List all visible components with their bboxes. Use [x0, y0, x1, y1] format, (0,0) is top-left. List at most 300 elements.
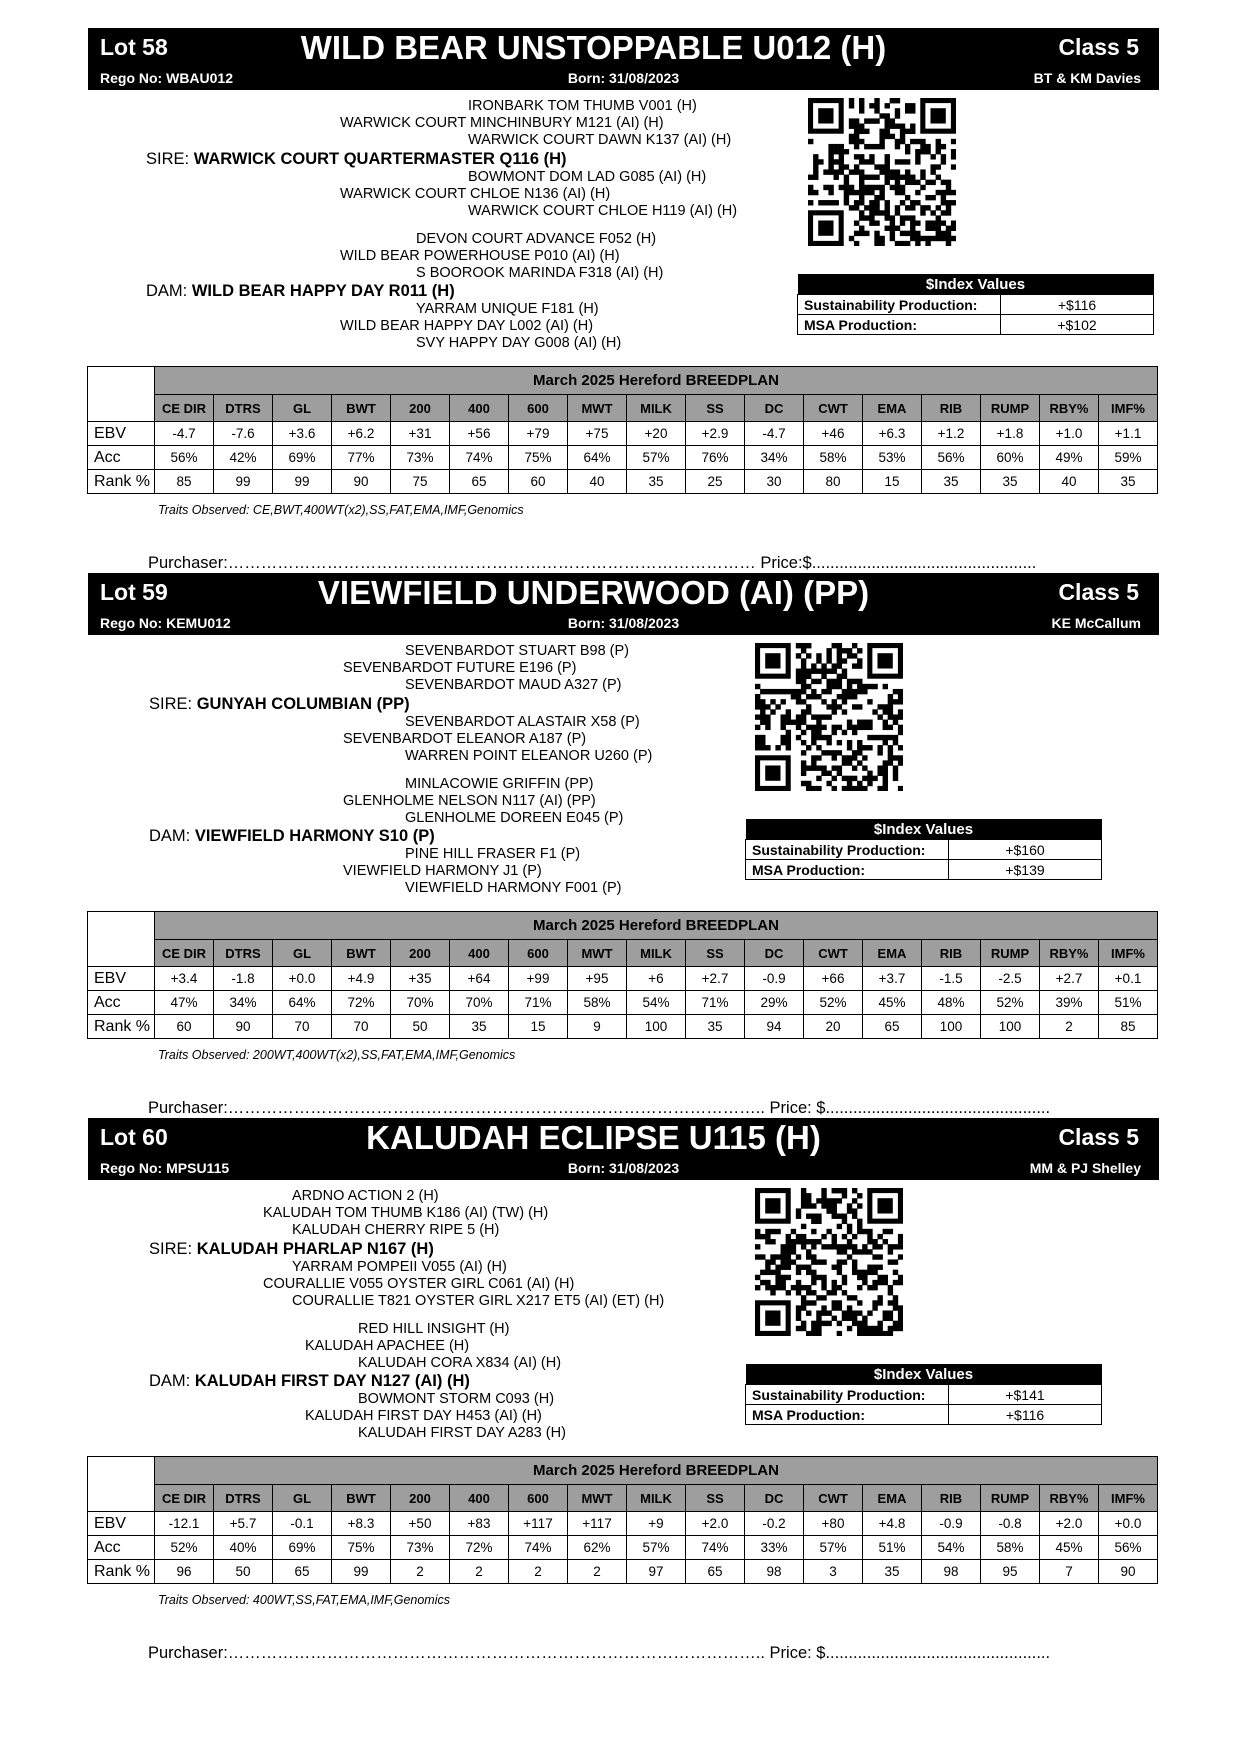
index-value: +$141 — [949, 1385, 1102, 1405]
index-label: MSA Production: — [798, 315, 1001, 335]
ebv-cell: 45% — [863, 991, 922, 1015]
index-value: +$116 — [1001, 295, 1154, 315]
ebv-cell: 40 — [1040, 470, 1099, 494]
row-label: Rank % — [88, 1015, 155, 1039]
trait-header: 400 — [450, 1485, 509, 1512]
ebv-cell: 34% — [745, 446, 804, 470]
breedplan-title: March 2025 Hereford BREEDPLAN — [155, 1457, 1158, 1485]
pedigree-sd: COURALLIE V055 OYSTER GIRL C061 (AI) (H) — [263, 1276, 575, 1292]
pedigree-sss: IRONBARK TOM THUMB V001 (H) — [468, 98, 697, 114]
pedigree-sds: SEVENBARDOT ALASTAIR X58 (P) — [405, 714, 640, 730]
class-label: Class 5 — [1058, 34, 1139, 60]
ebv-cell: 73% — [391, 446, 450, 470]
ebv-cell: 58% — [804, 446, 863, 470]
lot-header — [88, 1118, 1159, 1180]
trait-header: 200 — [391, 1485, 450, 1512]
lot-number: Lot 58 — [100, 34, 168, 60]
dam-name: KALUDAH FIRST DAY N127 (AI) (H) — [194, 1372, 470, 1390]
birth-date: Born: 31/08/2023 — [567, 70, 680, 86]
traits-observed: Traits Observed: CE,BWT,400WT(x2),SS,FAT,EMA,IMF,Genomics — [158, 503, 524, 517]
ebv-cell: +1.1 — [1099, 422, 1158, 446]
lot-number: Lot 60 — [100, 1124, 168, 1150]
ebv-cell: 35 — [981, 470, 1040, 494]
purchaser-line[interactable]: Purchaser:…………………………………………………………………………………….. Price: $................................................. — [148, 1644, 1051, 1662]
ebv-table — [87, 1456, 1158, 1584]
ebv-cell: +6.3 — [863, 422, 922, 446]
ebv-cell: 2 — [391, 1560, 450, 1584]
pedigree-ddd: VIEWFIELD HARMONY F001 (P) — [405, 880, 622, 896]
ebv-cell: 77% — [332, 446, 391, 470]
rego-number: Rego No: KEMU012 — [100, 615, 231, 631]
ebv-cell: +2.0 — [686, 1512, 745, 1536]
ebv-cell: 33% — [745, 1536, 804, 1560]
pedigree-sd: WARWICK COURT CHLOE N136 (AI) (H) — [340, 186, 611, 202]
index-values-table — [745, 819, 1102, 880]
ebv-cell: +56 — [450, 422, 509, 446]
lot-number: Lot 59 — [100, 579, 168, 605]
pedigree-sdd: WARREN POINT ELEANOR U260 (P) — [405, 748, 653, 764]
trait-header: SS — [686, 395, 745, 422]
ebv-cell: 35 — [1099, 470, 1158, 494]
ebv-cell: +4.8 — [863, 1512, 922, 1536]
ebv-cell: +3.6 — [273, 422, 332, 446]
ebv-cell: +4.9 — [332, 967, 391, 991]
ebv-cell: 60% — [981, 446, 1040, 470]
ebv-cell: 90 — [1099, 1560, 1158, 1584]
ebv-cell: +9 — [627, 1512, 686, 1536]
index-label: Sustainability Production: — [746, 840, 949, 860]
ebv-cell: 53% — [863, 446, 922, 470]
ebv-cell: 69% — [273, 1536, 332, 1560]
trait-header: CE DIR — [155, 395, 214, 422]
pedigree-ssd: WARWICK COURT DAWN K137 (AI) (H) — [468, 132, 732, 148]
pedigree-sds: BOWMONT DOM LAD G085 (AI) (H) — [468, 169, 707, 185]
ebv-cell: 56% — [1099, 1536, 1158, 1560]
pedigree-dss: DEVON COURT ADVANCE F052 (H) — [416, 231, 657, 247]
sire-label: SIRE: — [149, 1240, 193, 1258]
ebv-cell: +31 — [391, 422, 450, 446]
lot-59 — [0, 545, 1241, 1117]
trait-header: 200 — [391, 940, 450, 967]
ebv-cell: 48% — [922, 991, 981, 1015]
trait-header: DC — [745, 940, 804, 967]
breeder-name: KE McCallum — [1051, 615, 1141, 631]
index-label: Sustainability Production: — [798, 295, 1001, 315]
trait-header: RIB — [922, 395, 981, 422]
ebv-row — [88, 991, 1158, 1015]
ebv-cell: 74% — [509, 1536, 568, 1560]
sire-name: GUNYAH COLUMBIAN (PP) — [196, 695, 410, 713]
ebv-cell: -7.6 — [214, 422, 273, 446]
ebv-cell: 70 — [273, 1015, 332, 1039]
ebv-cell: 64% — [568, 446, 627, 470]
ebv-cell: 85 — [1099, 1015, 1158, 1039]
ebv-row — [88, 422, 1158, 446]
pedigree-ddd: SVY HAPPY DAY G008 (AI) (H) — [416, 335, 622, 351]
ebv-cell: 42% — [214, 446, 273, 470]
ebv-cell: +20 — [627, 422, 686, 446]
ebv-cell: 72% — [332, 991, 391, 1015]
ebv-cell: 35 — [686, 1015, 745, 1039]
pedigree-ds: KALUDAH APACHEE (H) — [305, 1338, 470, 1354]
ebv-cell: +2.7 — [1040, 967, 1099, 991]
dam-line — [146, 283, 455, 300]
pedigree-ss: WARWICK COURT MINCHINBURY M121 (AI) (H) — [340, 115, 664, 131]
trait-header: IMF% — [1099, 940, 1158, 967]
pedigree-sds: YARRAM POMPEII V055 (AI) (H) — [292, 1259, 507, 1275]
ebv-cell: 57% — [627, 446, 686, 470]
ebv-cell: +117 — [509, 1512, 568, 1536]
pedigree-ss: SEVENBARDOT FUTURE E196 (P) — [343, 660, 577, 676]
animal-name: VIEWFIELD UNDERWOOD (AI) (PP) — [317, 574, 870, 611]
ebv-cell: -1.5 — [922, 967, 981, 991]
trait-header: 200 — [391, 395, 450, 422]
index-title: $Index Values — [746, 1364, 1102, 1385]
ebv-cell: 51% — [863, 1536, 922, 1560]
ebv-cell: 15 — [863, 470, 922, 494]
trait-header: GL — [273, 1485, 332, 1512]
rego-number: Rego No: MPSU115 — [100, 1160, 230, 1176]
ebv-cell: 65 — [686, 1560, 745, 1584]
trait-header: GL — [273, 940, 332, 967]
qr-code-graphic — [755, 643, 903, 791]
ebv-cell: 35 — [922, 470, 981, 494]
index-values-table — [797, 274, 1154, 335]
ebv-cell: 58% — [981, 1536, 1040, 1560]
trait-header: GL — [273, 395, 332, 422]
table-corner — [88, 367, 155, 422]
pedigree-ssd: KALUDAH CHERRY RIPE 5 (H) — [292, 1222, 500, 1238]
ebv-row — [88, 1512, 1158, 1536]
trait-header: RUMP — [981, 1485, 1040, 1512]
dam-line — [149, 828, 435, 845]
ebv-cell: +6.2 — [332, 422, 391, 446]
breedplan-title: March 2025 Hereford BREEDPLAN — [155, 912, 1158, 940]
purchaser-line[interactable]: Purchaser:…………………………………………………………………………………… Price:$................................................. — [148, 554, 1037, 572]
pedigree-dd: KALUDAH FIRST DAY H453 (AI) (H) — [305, 1408, 542, 1424]
ebv-cell: 56% — [922, 446, 981, 470]
ebv-row — [88, 967, 1158, 991]
pedigree-dds: BOWMONT STORM C093 (H) — [358, 1391, 555, 1407]
ebv-cell: 100 — [981, 1015, 1040, 1039]
class-label: Class 5 — [1058, 1124, 1139, 1150]
pedigree-dsd: S BOOROOK MARINDA F318 (AI) (H) — [416, 265, 664, 281]
ebv-row — [88, 1560, 1158, 1584]
ebv-cell: 96 — [155, 1560, 214, 1584]
trait-header: IMF% — [1099, 395, 1158, 422]
ebv-cell: +35 — [391, 967, 450, 991]
ebv-cell: 2 — [1040, 1015, 1099, 1039]
row-label: Rank % — [88, 470, 155, 494]
ebv-cell: 75% — [332, 1536, 391, 1560]
ebv-cell: 34% — [214, 991, 273, 1015]
birth-date: Born: 31/08/2023 — [567, 1160, 680, 1176]
traits-observed: Traits Observed: 400WT,SS,FAT,EMA,IMF,Genomics — [158, 1593, 450, 1607]
pedigree-sdd: WARWICK COURT CHLOE H119 (AI) (H) — [468, 203, 738, 219]
ebv-cell: 90 — [332, 470, 391, 494]
trait-header: MILK — [627, 1485, 686, 1512]
index-label: Sustainability Production: — [746, 1385, 949, 1405]
ebv-cell: 85 — [155, 470, 214, 494]
ebv-cell: 58% — [568, 991, 627, 1015]
ebv-cell: +99 — [509, 967, 568, 991]
ebv-cell: +6 — [627, 967, 686, 991]
trait-header: RBY% — [1040, 395, 1099, 422]
ebv-cell: 70% — [391, 991, 450, 1015]
ebv-cell: 45% — [1040, 1536, 1099, 1560]
ebv-cell: -0.8 — [981, 1512, 1040, 1536]
ebv-cell: 2 — [509, 1560, 568, 1584]
index-value: +$102 — [1001, 315, 1154, 335]
row-label: Acc — [88, 446, 155, 470]
ebv-cell: 50 — [391, 1015, 450, 1039]
sire-label: SIRE: — [149, 695, 193, 713]
ebv-cell: 35 — [450, 1015, 509, 1039]
dam-name: WILD BEAR HAPPY DAY R011 (H) — [191, 282, 455, 300]
ebv-cell: 100 — [627, 1015, 686, 1039]
ebv-cell: +1.2 — [922, 422, 981, 446]
ebv-cell: -12.1 — [155, 1512, 214, 1536]
ebv-cell: +1.8 — [981, 422, 1040, 446]
trait-header: RUMP — [981, 395, 1040, 422]
breeder-name: BT & KM Davies — [1033, 70, 1141, 86]
pedigree-dd: WILD BEAR HAPPY DAY L002 (AI) (H) — [340, 318, 594, 334]
trait-header: MWT — [568, 940, 627, 967]
ebv-cell: 70 — [332, 1015, 391, 1039]
pedigree-dss: RED HILL INSIGHT (H) — [358, 1321, 510, 1337]
ebv-cell: 7 — [1040, 1560, 1099, 1584]
trait-header: DC — [745, 395, 804, 422]
ebv-cell: +46 — [804, 422, 863, 446]
ebv-cell: +75 — [568, 422, 627, 446]
qr-code[interactable] — [755, 1188, 903, 1336]
trait-header: 400 — [450, 940, 509, 967]
trait-header: MILK — [627, 940, 686, 967]
ebv-cell: 40% — [214, 1536, 273, 1560]
ebv-cell: 40 — [568, 470, 627, 494]
dam-label: DAM: — [146, 282, 188, 300]
ebv-cell: +0.1 — [1099, 967, 1158, 991]
trait-header: CWT — [804, 1485, 863, 1512]
dam-label: DAM: — [149, 1372, 191, 1390]
qr-code-graphic — [755, 1188, 903, 1336]
index-value: +$116 — [949, 1405, 1102, 1425]
ebv-cell: +50 — [391, 1512, 450, 1536]
ebv-cell: 9 — [568, 1015, 627, 1039]
trait-header: SS — [686, 1485, 745, 1512]
ebv-cell: 74% — [686, 1536, 745, 1560]
ebv-cell: -0.1 — [273, 1512, 332, 1536]
ebv-cell: 74% — [450, 446, 509, 470]
ebv-cell: 50 — [214, 1560, 273, 1584]
trait-header: DTRS — [214, 1485, 273, 1512]
sire-label: SIRE: — [146, 150, 190, 168]
row-label: Rank % — [88, 1560, 155, 1584]
pedigree-ddd: KALUDAH FIRST DAY A283 (H) — [358, 1425, 566, 1441]
ebv-cell: +64 — [450, 967, 509, 991]
ebv-cell: +83 — [450, 1512, 509, 1536]
ebv-cell: 35 — [627, 470, 686, 494]
index-label: MSA Production: — [746, 860, 949, 880]
ebv-cell: 57% — [804, 1536, 863, 1560]
index-title: $Index Values — [798, 274, 1154, 295]
ebv-cell: +80 — [804, 1512, 863, 1536]
ebv-cell: 71% — [686, 991, 745, 1015]
row-label: EBV — [88, 422, 155, 446]
lot-58 — [0, 0, 1241, 572]
ebv-cell: +117 — [568, 1512, 627, 1536]
trait-header: IMF% — [1099, 1485, 1158, 1512]
breeder-name: MM & PJ Shelley — [1029, 1160, 1141, 1176]
ebv-cell: 99 — [214, 470, 273, 494]
ebv-cell: 97 — [627, 1560, 686, 1584]
ebv-cell: +3.7 — [863, 967, 922, 991]
ebv-cell: 2 — [450, 1560, 509, 1584]
trait-header: 600 — [509, 1485, 568, 1512]
animal-name: WILD BEAR UNSTOPPABLE U012 (H) — [300, 29, 887, 66]
row-label: EBV — [88, 1512, 155, 1536]
ebv-cell: 65 — [273, 1560, 332, 1584]
ebv-cell: 57% — [627, 1536, 686, 1560]
ebv-cell: 29% — [745, 991, 804, 1015]
sire-name: WARWICK COURT QUARTERMASTER Q116 (H) — [193, 150, 567, 168]
ebv-cell: 94 — [745, 1015, 804, 1039]
trait-header: 600 — [509, 940, 568, 967]
index-value: +$160 — [949, 840, 1102, 860]
ebv-cell: +2.0 — [1040, 1512, 1099, 1536]
trait-header: 600 — [509, 395, 568, 422]
ebv-cell: +95 — [568, 967, 627, 991]
pedigree-dss: MINLACOWIE GRIFFIN (PP) — [405, 776, 594, 792]
ebv-cell: 56% — [155, 446, 214, 470]
ebv-cell: +8.3 — [332, 1512, 391, 1536]
dam-name: VIEWFIELD HARMONY S10 (P) — [194, 827, 435, 845]
ebv-cell: +0.0 — [1099, 1512, 1158, 1536]
ebv-cell: 62% — [568, 1536, 627, 1560]
index-values-table — [745, 1364, 1102, 1425]
ebv-cell: 98 — [922, 1560, 981, 1584]
pedigree-dsd: KALUDAH CORA X834 (AI) (H) — [358, 1355, 562, 1371]
ebv-cell: -2.5 — [981, 967, 1040, 991]
qr-code[interactable] — [808, 98, 956, 246]
trait-header: RIB — [922, 1485, 981, 1512]
trait-header: DC — [745, 1485, 804, 1512]
ebv-table — [87, 366, 1158, 494]
ebv-cell: 59% — [1099, 446, 1158, 470]
qr-code[interactable] — [755, 643, 903, 791]
ebv-cell: 80 — [804, 470, 863, 494]
pedigree-ssd: SEVENBARDOT MAUD A327 (P) — [405, 677, 622, 693]
ebv-cell: 52% — [804, 991, 863, 1015]
index-label: MSA Production: — [746, 1405, 949, 1425]
ebv-cell: 60 — [155, 1015, 214, 1039]
ebv-cell: -0.9 — [745, 967, 804, 991]
trait-header: CE DIR — [155, 1485, 214, 1512]
ebv-cell: 25 — [686, 470, 745, 494]
ebv-row — [88, 1536, 1158, 1560]
lot-header — [88, 573, 1159, 635]
ebv-table — [87, 911, 1158, 1039]
ebv-cell: 69% — [273, 446, 332, 470]
purchaser-line[interactable]: Purchaser:…………………………………………………………………………………….. Price: $................................................. — [148, 1099, 1051, 1117]
trait-header: RUMP — [981, 940, 1040, 967]
pedigree-dsd: GLENHOLME DOREEN E045 (P) — [405, 810, 624, 826]
trait-header: RBY% — [1040, 940, 1099, 967]
sire-line — [149, 1241, 434, 1258]
ebv-row — [88, 470, 1158, 494]
ebv-cell: -1.8 — [214, 967, 273, 991]
trait-header: 400 — [450, 395, 509, 422]
trait-header: EMA — [863, 395, 922, 422]
trait-header: RIB — [922, 940, 981, 967]
pedigree-sss: ARDNO ACTION 2 (H) — [292, 1188, 439, 1204]
rego-number: Rego No: WBAU012 — [100, 70, 234, 86]
ebv-cell: 30 — [745, 470, 804, 494]
trait-header: MILK — [627, 395, 686, 422]
ebv-cell: 90 — [214, 1015, 273, 1039]
ebv-cell: 75 — [391, 470, 450, 494]
ebv-cell: 3 — [804, 1560, 863, 1584]
ebv-row — [88, 1015, 1158, 1039]
trait-header: RBY% — [1040, 1485, 1099, 1512]
index-value: +$139 — [949, 860, 1102, 880]
ebv-cell: +2.9 — [686, 422, 745, 446]
trait-header: MWT — [568, 395, 627, 422]
trait-header: BWT — [332, 1485, 391, 1512]
ebv-cell: +79 — [509, 422, 568, 446]
ebv-cell: 35 — [863, 1560, 922, 1584]
ebv-cell: -4.7 — [155, 422, 214, 446]
table-corner — [88, 912, 155, 967]
dam-line — [149, 1373, 470, 1390]
trait-header: DTRS — [214, 395, 273, 422]
ebv-cell: +3.4 — [155, 967, 214, 991]
pedigree-ss: KALUDAH TOM THUMB K186 (AI) (TW) (H) — [263, 1205, 549, 1221]
ebv-cell: 70% — [450, 991, 509, 1015]
pedigree-dd: VIEWFIELD HARMONY J1 (P) — [343, 863, 542, 879]
trait-header: BWT — [332, 395, 391, 422]
row-label: Acc — [88, 1536, 155, 1560]
ebv-cell: 52% — [155, 1536, 214, 1560]
pedigree-dds: YARRAM UNIQUE F181 (H) — [416, 301, 599, 317]
pedigree-sss: SEVENBARDOT STUART B98 (P) — [405, 643, 630, 659]
class-label: Class 5 — [1058, 579, 1139, 605]
trait-header: SS — [686, 940, 745, 967]
ebv-cell: 95 — [981, 1560, 1040, 1584]
ebv-cell: +5.7 — [214, 1512, 273, 1536]
breedplan-title: March 2025 Hereford BREEDPLAN — [155, 367, 1158, 395]
trait-header: CE DIR — [155, 940, 214, 967]
ebv-cell: 71% — [509, 991, 568, 1015]
ebv-cell: 20 — [804, 1015, 863, 1039]
lot-60 — [0, 1090, 1241, 1662]
ebv-cell: 98 — [745, 1560, 804, 1584]
ebv-cell: -4.7 — [745, 422, 804, 446]
trait-header: CWT — [804, 395, 863, 422]
ebv-cell: 54% — [627, 991, 686, 1015]
ebv-cell: +2.7 — [686, 967, 745, 991]
ebv-cell: +1.0 — [1040, 422, 1099, 446]
row-label: Acc — [88, 991, 155, 1015]
ebv-cell: 60 — [509, 470, 568, 494]
ebv-cell: +0.0 — [273, 967, 332, 991]
dam-label: DAM: — [149, 827, 191, 845]
ebv-cell: 65 — [450, 470, 509, 494]
index-title: $Index Values — [746, 819, 1102, 840]
table-corner — [88, 1457, 155, 1512]
ebv-cell: +66 — [804, 967, 863, 991]
pedigree-ds: WILD BEAR POWERHOUSE P010 (AI) (H) — [340, 248, 620, 264]
